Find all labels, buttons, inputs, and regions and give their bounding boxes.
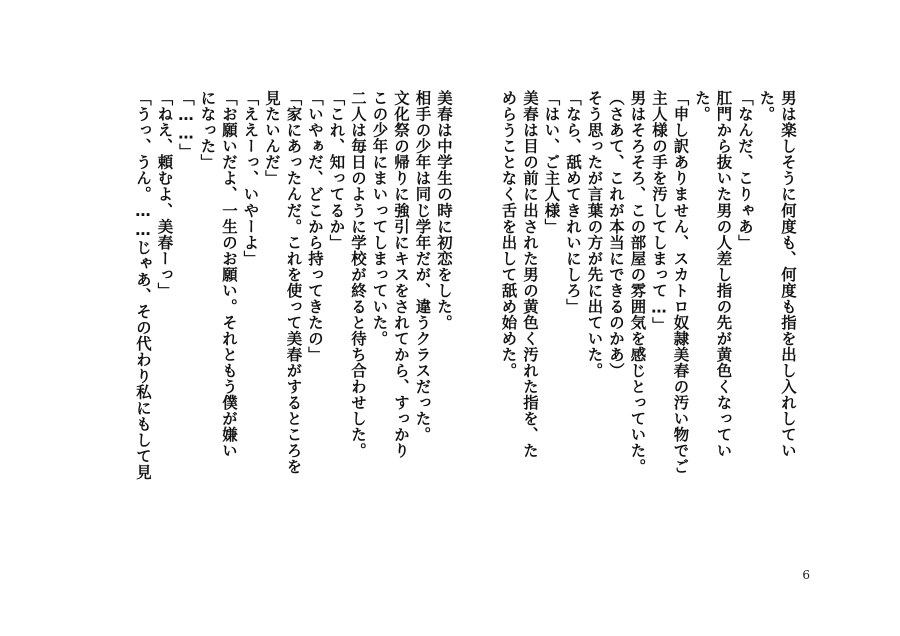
text-column: 「ええーっ、いやーよ」	[241, 90, 260, 267]
text-column: 美春は中学生の時に初恋をした。	[435, 90, 453, 331]
text-column: 美春は目の前に出された男の黄色く汚れた指を、た	[521, 90, 539, 459]
text-column: この少年にまいってしまっていた。	[370, 90, 389, 347]
text-column: 「なら、舐めてきれいにしろ」	[564, 90, 582, 315]
text-column: 「……」	[177, 90, 195, 160]
vertical-text-body	[112, 90, 795, 560]
text-column: 「なんだ、こりゃあ」	[736, 90, 754, 251]
text-column: 肛門から抜いた男の人差し指の先が黄色くなってい	[714, 90, 733, 459]
text-column: 「うっ、うん。……じゃあ、その代わり私にもして見	[134, 90, 152, 480]
text-column: 「これ、知ってるか」	[327, 90, 346, 251]
text-column: そう思ったが言葉の方が先に出ていた。	[585, 90, 604, 379]
text-column: 「ねえ、頼むよ、美春ーっ」	[155, 90, 174, 299]
text-column: 「お願いだよ、一生のお願い。それともう僕が嫌い	[220, 90, 238, 459]
text-column: 見たいんだ」	[263, 90, 281, 187]
text-column: た。	[693, 90, 711, 123]
text-column: 主人様の手を汚してしまって…」	[650, 90, 668, 334]
text-column: 相手の少年は同じ学年だが、違うクラスだった。	[413, 90, 432, 443]
text-column: 男は楽しそうに何度も、何度も指を出し入れしてい	[779, 90, 797, 459]
text-column: になった」	[198, 90, 217, 171]
text-column: 「申し訳ありません、スカトロ奴隷美春の汚い物でご	[671, 90, 690, 475]
text-column: た。	[757, 90, 776, 123]
text-column: 男はそろそろ、この部屋の雰囲気を感じとっていた。	[628, 90, 647, 475]
text-column: （さあて、これが本当にできるのかあ）	[607, 90, 625, 379]
text-column: 「いやぁだ、どこから持ってきたの」	[306, 90, 324, 363]
text-column: 文化祭の帰りに強引にキスをされてから、すっかり	[392, 90, 410, 459]
text-column: 「はい、ご主人様」	[542, 90, 561, 235]
text-column: 「家にあったんだ。これを使って美春がするところを	[284, 90, 303, 475]
text-column: 二人は毎日のように学校が終ると待ち合わせした。	[349, 90, 367, 459]
text-column: めらうことなく舌を出して舐め始めた。	[499, 90, 518, 379]
page-number: 6	[802, 568, 810, 582]
